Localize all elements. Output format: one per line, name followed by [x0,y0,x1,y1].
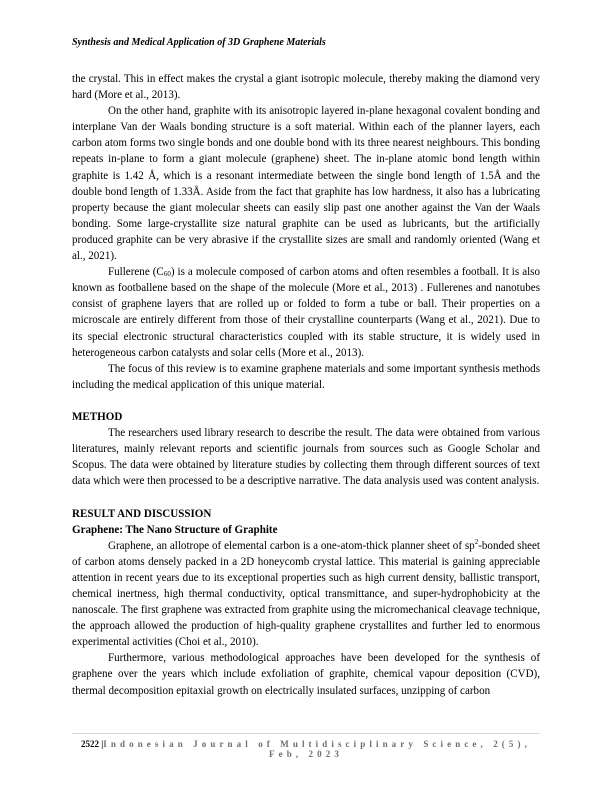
method-heading: METHOD [72,410,123,423]
journal-citation: Indonesian Journal of Multidisciplinary Science, 2(5), Feb, 2023 [103,739,531,759]
graphene-subheading: Graphene: The Nano Structure of Graphite [72,523,278,536]
results-heading: RESULT AND DISCUSSION [72,507,212,520]
footer-separator: | [101,739,104,749]
page-number: 2522 [81,739,100,749]
paragraph-synthesis-methods: Furthermore, various methodological approaches have been developed for the synthesis of graphene over the years which include exfoliation of graphite, chemical vapour deposition (CVD), thermal decomposition epitaxial growth on electrically insulated surfaces, unzipping of carbon [72,652,540,697]
fullerene-text-start: Fullerene (C [108,266,164,279]
sp2-superscript: 2 [474,537,479,546]
running-head: Synthesis and Medical Application of 3D Graphene Materials [72,37,326,48]
page-body [72,71,540,699]
section-spacer [72,489,540,505]
fullerene-subscript: 60 [163,270,171,279]
page-footer [72,739,540,759]
footer-divider [72,733,540,734]
paragraph-diamond-continuation: the crystal. This in effect makes the crystal a giant isotropic molecule, thereby making the diamond very hard (More et al., 2013). [72,73,540,102]
fullerene-text-end: ) is a molecule composed of carbon atoms and often resembles a football. It is also known as footballene based on the shape of the molecule (More et al., 2013) . Fullerenes and nanotubes consist of graphene layers that are rolled up or folded to form a tube or ball. Their properties on a microscale are entirely different from those of their crystalline counterparts (Wang et al., 2021). Due to its special electronic structural characteristics coupled with its stable structure, it is widely used in heterogeneous carbon catalysts and solar cells (More et al., 2013). [72,266,540,359]
paragraph-fullerene [72,264,540,361]
graphene-text-end: -bonded sheet of carbon atoms densely packed in a 2D honeycomb crystal lattice. This material is gaining appreciable attention in recent years due to its exceptional properties such as high current density, ballistic transport, chemical inertness, high thermal conductivity, optical transmittance, and super-hydrophobicity at the nanoscale. The first graphene was extracted from graphite using the micromechanical cleavage technique, the approach allowed the production of high-quality graphene crystallites and further led to enormous experimental activities (Choi et al., 2010). [72,539,540,649]
paragraph-review-focus: The focus of this review is to examine graphene materials and some important synthesis methods including the medical application of this unique material. [72,362,540,391]
paragraph-graphite: On the other hand, graphite with its anisotropic layered in-plane hexagonal covalent bonding and interplane Van der Waals bonding structure is a soft material. Within each of the planner layers, each carbon atom forms two single bonds and one double bond with its three nearest neighbours. This bonding repeats in-plane to form a giant molecule (graphene) sheet. The in-plane atomic bond length within graphite is 1.42 Å, which is a resonant intermediate between the single bond length of 1.5Å and the double bond length of 1.33Å. Aside from the fact that graphite has low hardness, it also has a lubricating property because the giant molecular sheets can easily slip past one another against the Van der Waals bonding. Some large-crystallite size natural graphite can be used as lubricants, but the artificially produced graphite can be very abrasive if the crystallite sizes are small and randomly oriented (Wang et al., 2021). [72,105,540,263]
method-paragraph: The researchers used library research to describe the result. The data were obtained from various literatures, mainly relevant reports and scientific journals from sources such as Google Scholar and Scopus. The data were obtained by literature studies by collecting them through different sources of text data which were then processed to be a descriptive narrative. The data analysis used was content analysis. [72,427,540,488]
paragraph-graphene [72,538,540,651]
graphene-text-start: Graphene, an allotrope of elemental carbon is a one-atom-thick planner sheet of sp [108,539,475,552]
section-spacer [72,393,540,409]
